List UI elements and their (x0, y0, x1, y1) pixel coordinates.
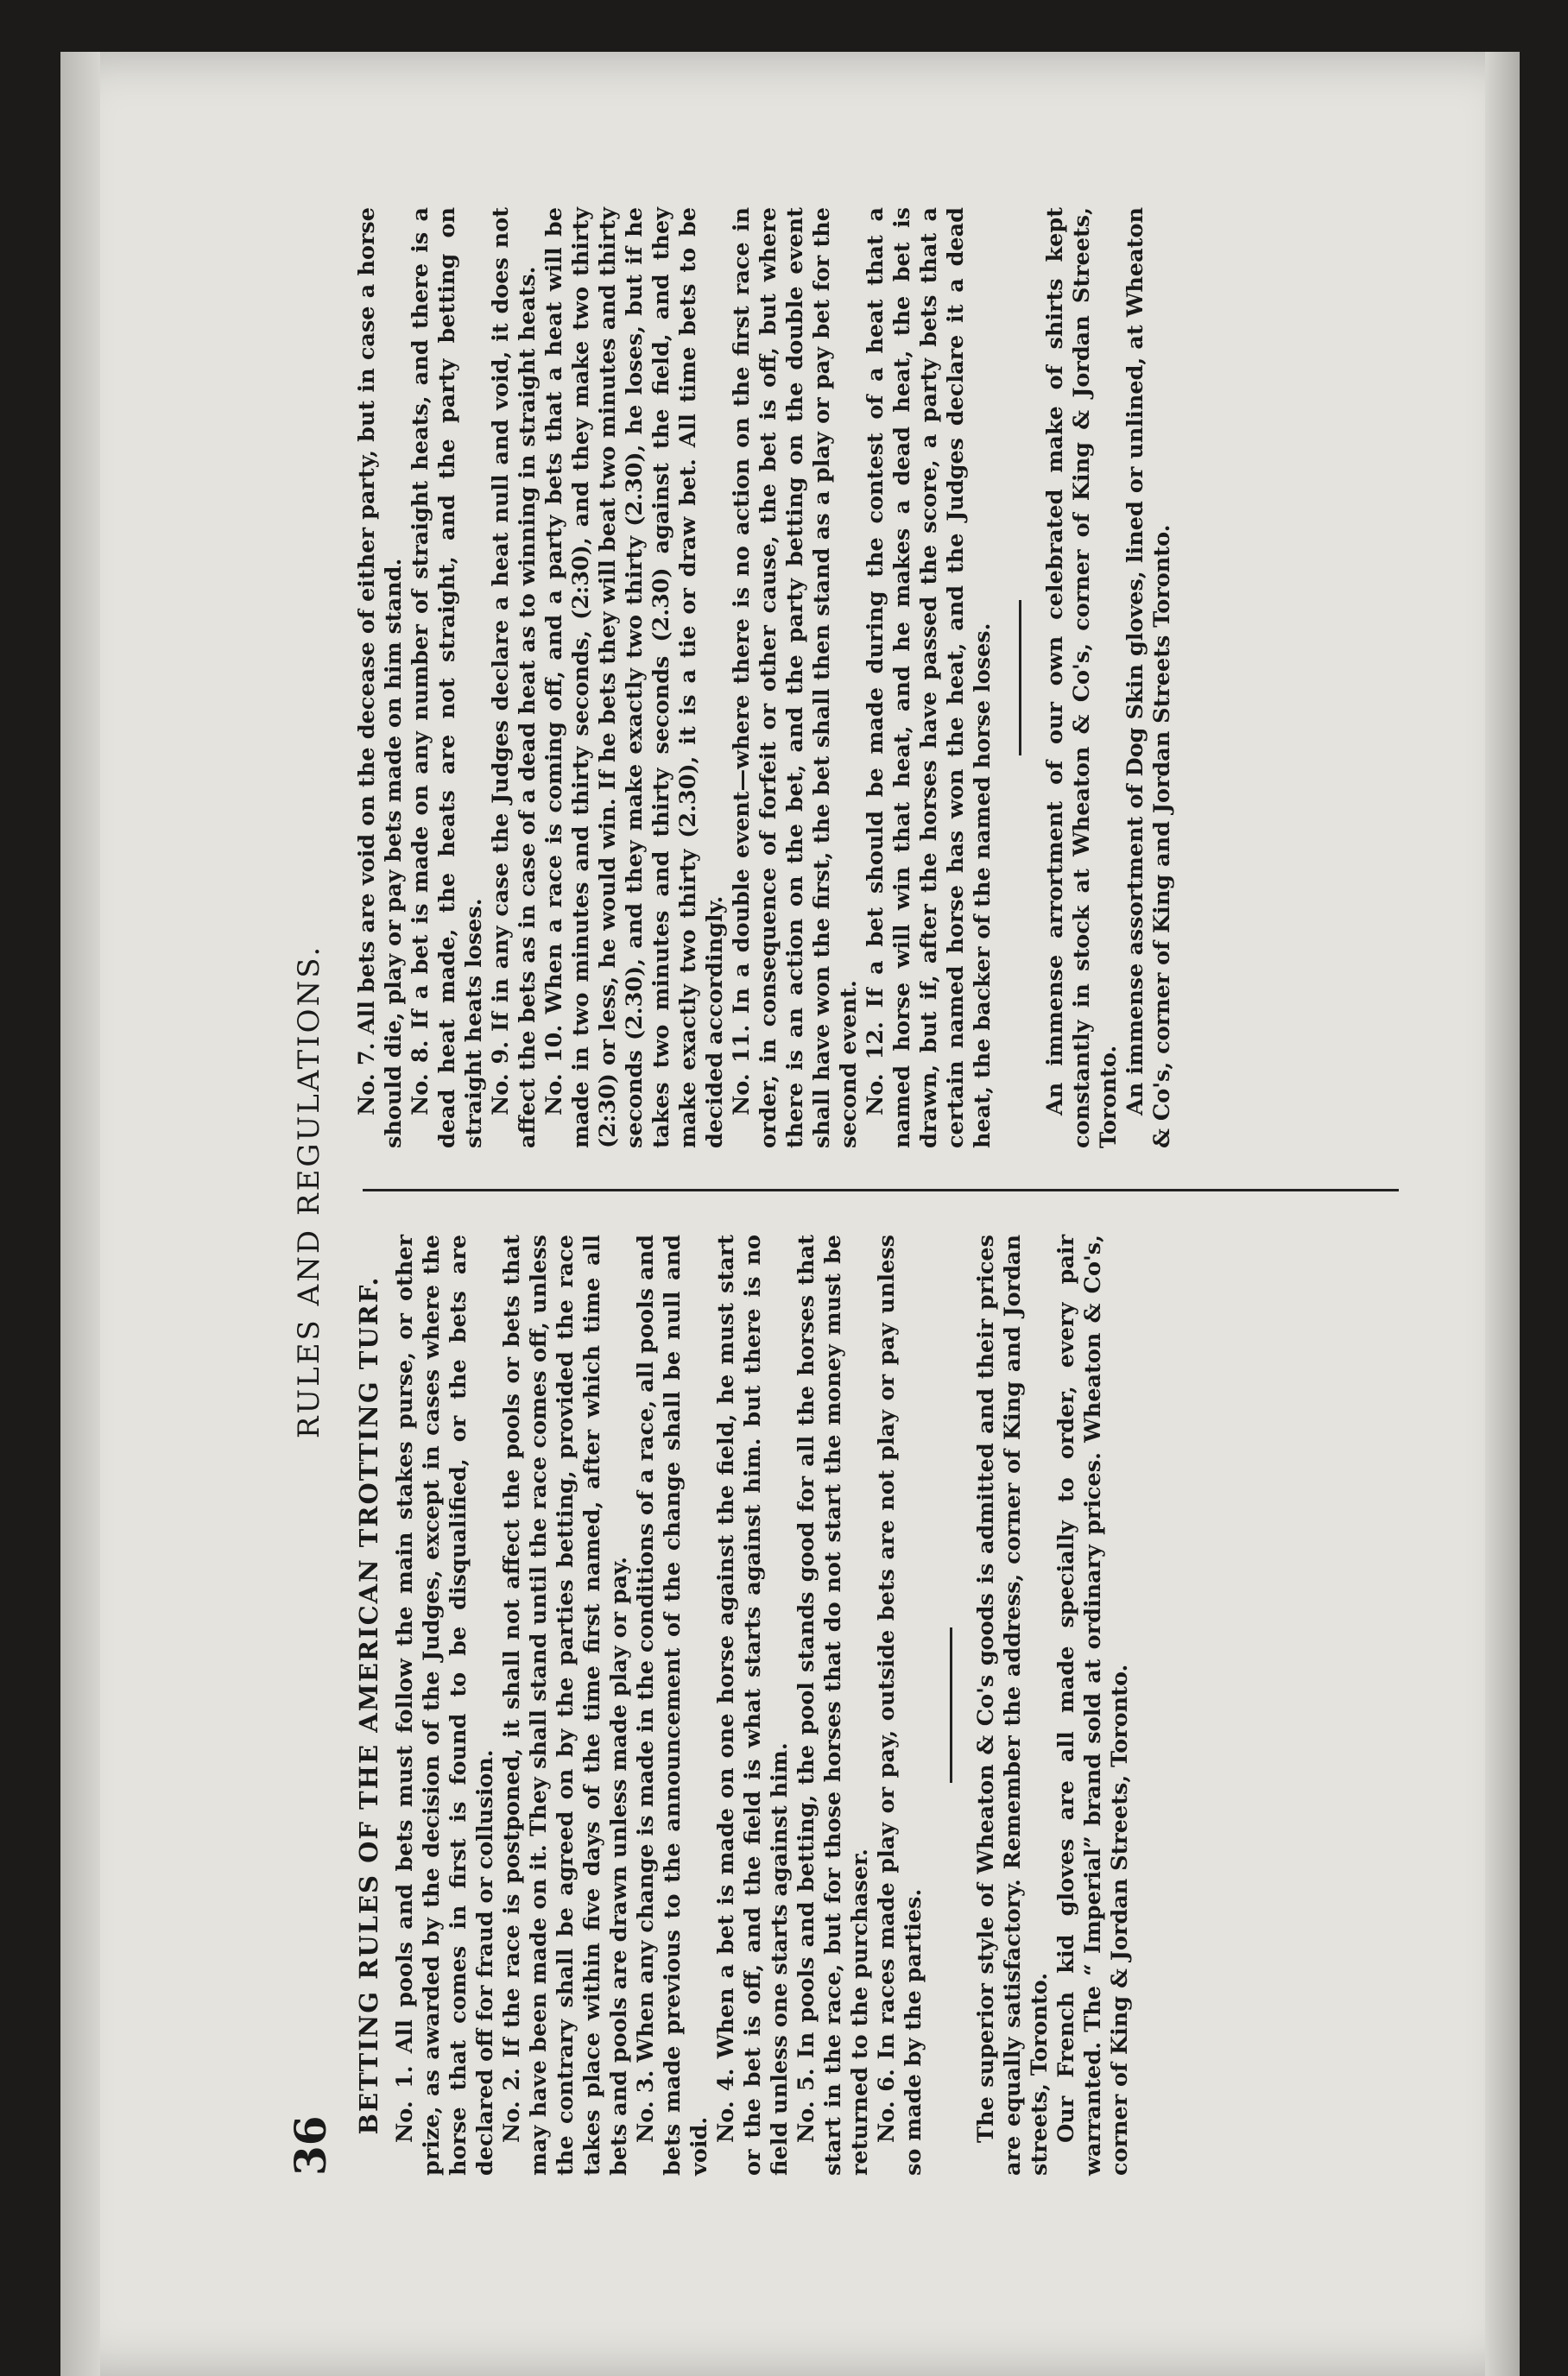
rotated-page-content (285, 207, 1390, 2176)
page-binding-edge (60, 52, 100, 2376)
left-column (354, 1235, 1134, 2176)
rule-2: No. 2. If the race is postponed, it shall not affect the pools or bets that may have been made on it. They shall stand until the race comes off, unless the contrary shall be agreed on by the parties betting, provided the race takes place within five days of the time first named, after which time all bets and pools are drawn unless made play or pay. (499, 1235, 632, 2176)
advertisement-divider (950, 1627, 952, 1783)
advertisement-text: An immense assortment of Dog Skin gloves, lined or unlined, at Wheaton & Co's, corner of King and Jordan Streets Toronto. (1122, 207, 1175, 1148)
column-divider (363, 1189, 1399, 1191)
rule-4: No. 4. When a bet is made on one horse against the field, he must start or the bet is off, and the field is what starts against him. but there is no field unless one starts against him. (713, 1235, 793, 2176)
rule-10: No. 10. When a race is coming off, and a party bets that a heat will be made in two minutes and thirty seconds, (2:30), and they make two thirty (2:30) or less, he would win. If he bets they will beat two minutes and thirty seconds (2.30), and they make exactly two thirty (2.30), he loses, but if he takes two minutes and thirty seconds (2.30) against the field, and they make exactly two thirty (2.30), it is a tie or draw bet. All time bets to be decided accordingly. (541, 207, 728, 1148)
rule-8: No. 8. If a bet is made on any number of straight heats, and there is a dead heat made, the heats are not straight, and the party betting on straight heats loses. (408, 207, 487, 1148)
rule-12: No. 12. If a bet should be made during the contest of a heat that a named horse will win that heat, and he makes a dead heat, the bet is drawn, but if, after the horses have passed the score, a party bets that a certain named horse has won the heat, and the Judges declare it a dead heat, the backer of the named horse loses. (863, 207, 996, 1148)
rule-6: No. 6. In races made play or pay, outside bets are not play or pay unless so made by the parties. (874, 1235, 926, 2176)
page-number: 36 (285, 2115, 336, 2176)
running-head (285, 207, 337, 2176)
section-title: BETTING RULES OF THE AMERICAN TROTTING TURF. (354, 1275, 383, 2135)
rule-5: No. 5. In pools and betting, the pool stands good for all the horses that start in the race, but for those horses that do not start the money must be returned to the purchaser. (793, 1235, 873, 2176)
rule-1: No. 1. All pools and bets must follow the main stakes purse, or other prize, as awarded by the decision of the Judges, except in cases where the horse that comes in first is found to be disqualified, or the bets are declared off for fraud or collusion. (392, 1235, 498, 2176)
advertisement-divider (1019, 600, 1021, 755)
advertisement-text: Our French kid gloves are all made specially to order, every pair warranted. The “ Imperial” brand sold at ordinary prices. Wheaton & Co's, corner of King & Jordan Streets, Toronto. (1053, 1235, 1133, 2176)
rule-11: No. 11. In a double event—where there is no action on the first race in order, in consequence of forfeit or other cause, the bet is off, but where there is an action on the bet, and the party betting on the double event shall have won the first, the bet shall then stand as a play or pay bet for the second event. (729, 207, 862, 1148)
running-head-title: RULES AND REGULATIONS. (292, 944, 326, 1439)
advertisement-text: The superior style of Wheaton & Co's goods is admitted and their prices are equally satisfactory. Remember the address, corner of King and Jordan streets, Toronto. (973, 1235, 1053, 2176)
rule-3: No. 3. When any change is made in the conditions of a race, all pools and bets made previous to the announcement of the change shall be null and void. (633, 1235, 712, 2176)
rule-7: No. 7. All bets are void on the decease of either party, but in case a horse should die, play or pay bets made on him stand. (354, 207, 407, 1148)
right-column (354, 207, 1176, 1148)
rule-9: No. 9. If in any case the Judges declare a heat null and void, it does not affect the bets as in case of a dead heat as to winning in straight heats. (488, 207, 541, 1148)
advertisement-text: An immense arrortment of our own celebrated make of shirts kept constantly in stock at Wheaton & Co's, corner of King & Jordan Streets, Toronto. (1042, 207, 1122, 1148)
page-right-edge (1485, 52, 1520, 2376)
